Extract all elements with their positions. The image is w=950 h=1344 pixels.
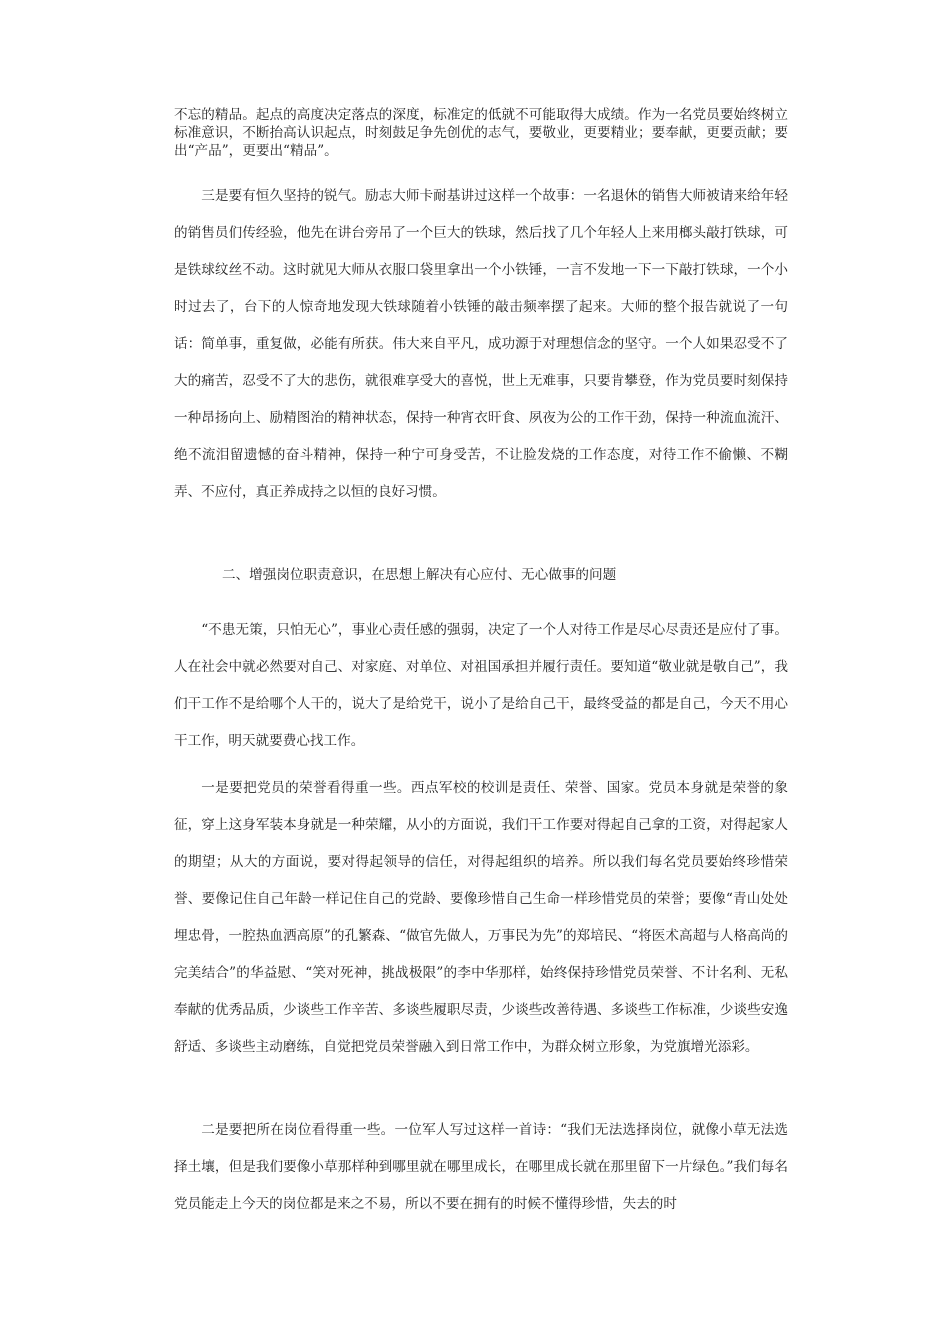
section-heading-two: 二、增强岗位职责意识，在思想上解决有心应付、无心做事的问题 (222, 567, 617, 583)
paragraph-point-three: 三是要有恒久坚持的锐气。励志大师卡耐基讲过这样一个故事：一名退休的销售大师被请来给年轻的销售员们传经验，他先在讲台旁吊了一个巨大的铁球，然后找了几个年轻人上来用榔头敲打铁球，可是铁球纹丝不动。这时就见大师从衣服口袋里拿出一个小铁锤，一言不发地一下一下敲打铁球，一个小时过去了，台下的人惊奇地发现大铁球随着小铁锤的敲击频率摆了起来。大师的整个报告就说了一句话：简单事，重复做，必能有所获。伟大来自平凡，成功源于对理想信念的坚守。一个人如果忍受不了大的痛苦，忍受不了大的悲伤，就很难享受大的喜悦，世上无难事，只要肯攀登，作为党员要时刻保持一种昂扬向上、励精图治的精神状态，保持一种宵衣旰食、夙夜为公的工作干劲，保持一种流血流汗、绝不流泪留遗憾的奋斗精神，保持一种宁可身受苦，不让脸发烧的工作态度，对待工作不偷懒、不糊弄、不应付，真正养成持之以恒的良好习惯。 (174, 188, 788, 500)
paragraph-intro: 不忘的精品。起点的高度决定落点的深度，标准定的低就不可能取得大成绩。作为一名党员要始终树立标准意识，不断抬高认识起点，时刻鼓足争先创优的志气，要敬业，更要精业；要奉献，更要贡献；要出“产品”，更要出“精品”。 (174, 107, 788, 159)
paragraph-point-one: 一是要把党员的荣誉看得重一些。西点军校的校训是责任、荣誉、国家。党员本身就是荣誉的象征，穿上这身军装本身就是一种荣耀，从小的方面说，我们干工作要对得起自己拿的工资，对得起家人的期望；从大的方面说，要对得起领导的信任，对得起组织的培养。所以我们每名党员要始终珍惜荣誉、要像记住自己年龄一样记住自己的党龄、要像珍惜自己生命一样珍惜党员的荣誉；要像“青山处处埋忠骨，一腔热血洒高原”的孔繁森、“做官先做人，万事民为先”的郑培民、“将医术高超与人格高尚的完美结合”的华益慰、“笑对死神，挑战极限”的李中华那样，始终保持珍惜党员荣誉、不计名利、无私奉献的优秀品质，少谈些工作辛苦、多谈些履职尽责，少谈些改善待遇、多谈些工作标准，少谈些安逸舒适、多谈些主动磨练，自觉把党员荣誉融入到日常工作中，为群众树立形象，为党旗增光添彩。 (174, 780, 788, 1055)
paragraph-quote: “不患无策，只怕无心”，事业心责任感的强弱，决定了一个人对待工作是尽心尽责还是应付了事。人在社会中就必然要对自己、对家庭、对单位、对祖国承担并履行责任。要知道“敬业就是敬自己”，我们干工作不是给哪个人干的，说大了是给党干，说小了是给自己干，最终受益的都是自己，今天不用心干工作，明天就要费心找工作。 (174, 622, 788, 749)
paragraph-point-two: 二是要把所在岗位看得重一些。一位军人写过这样一首诗：“我们无法选择岗位，就像小草无法选择土壤，但是我们要像小草那样种到哪里就在哪里成长，在哪里成长就在那里留下一片绿色。”我们每名党员能走上今天的岗位都是来之不易，所以不要在拥有的时候不懂得珍惜，失去的时 (174, 1122, 788, 1212)
